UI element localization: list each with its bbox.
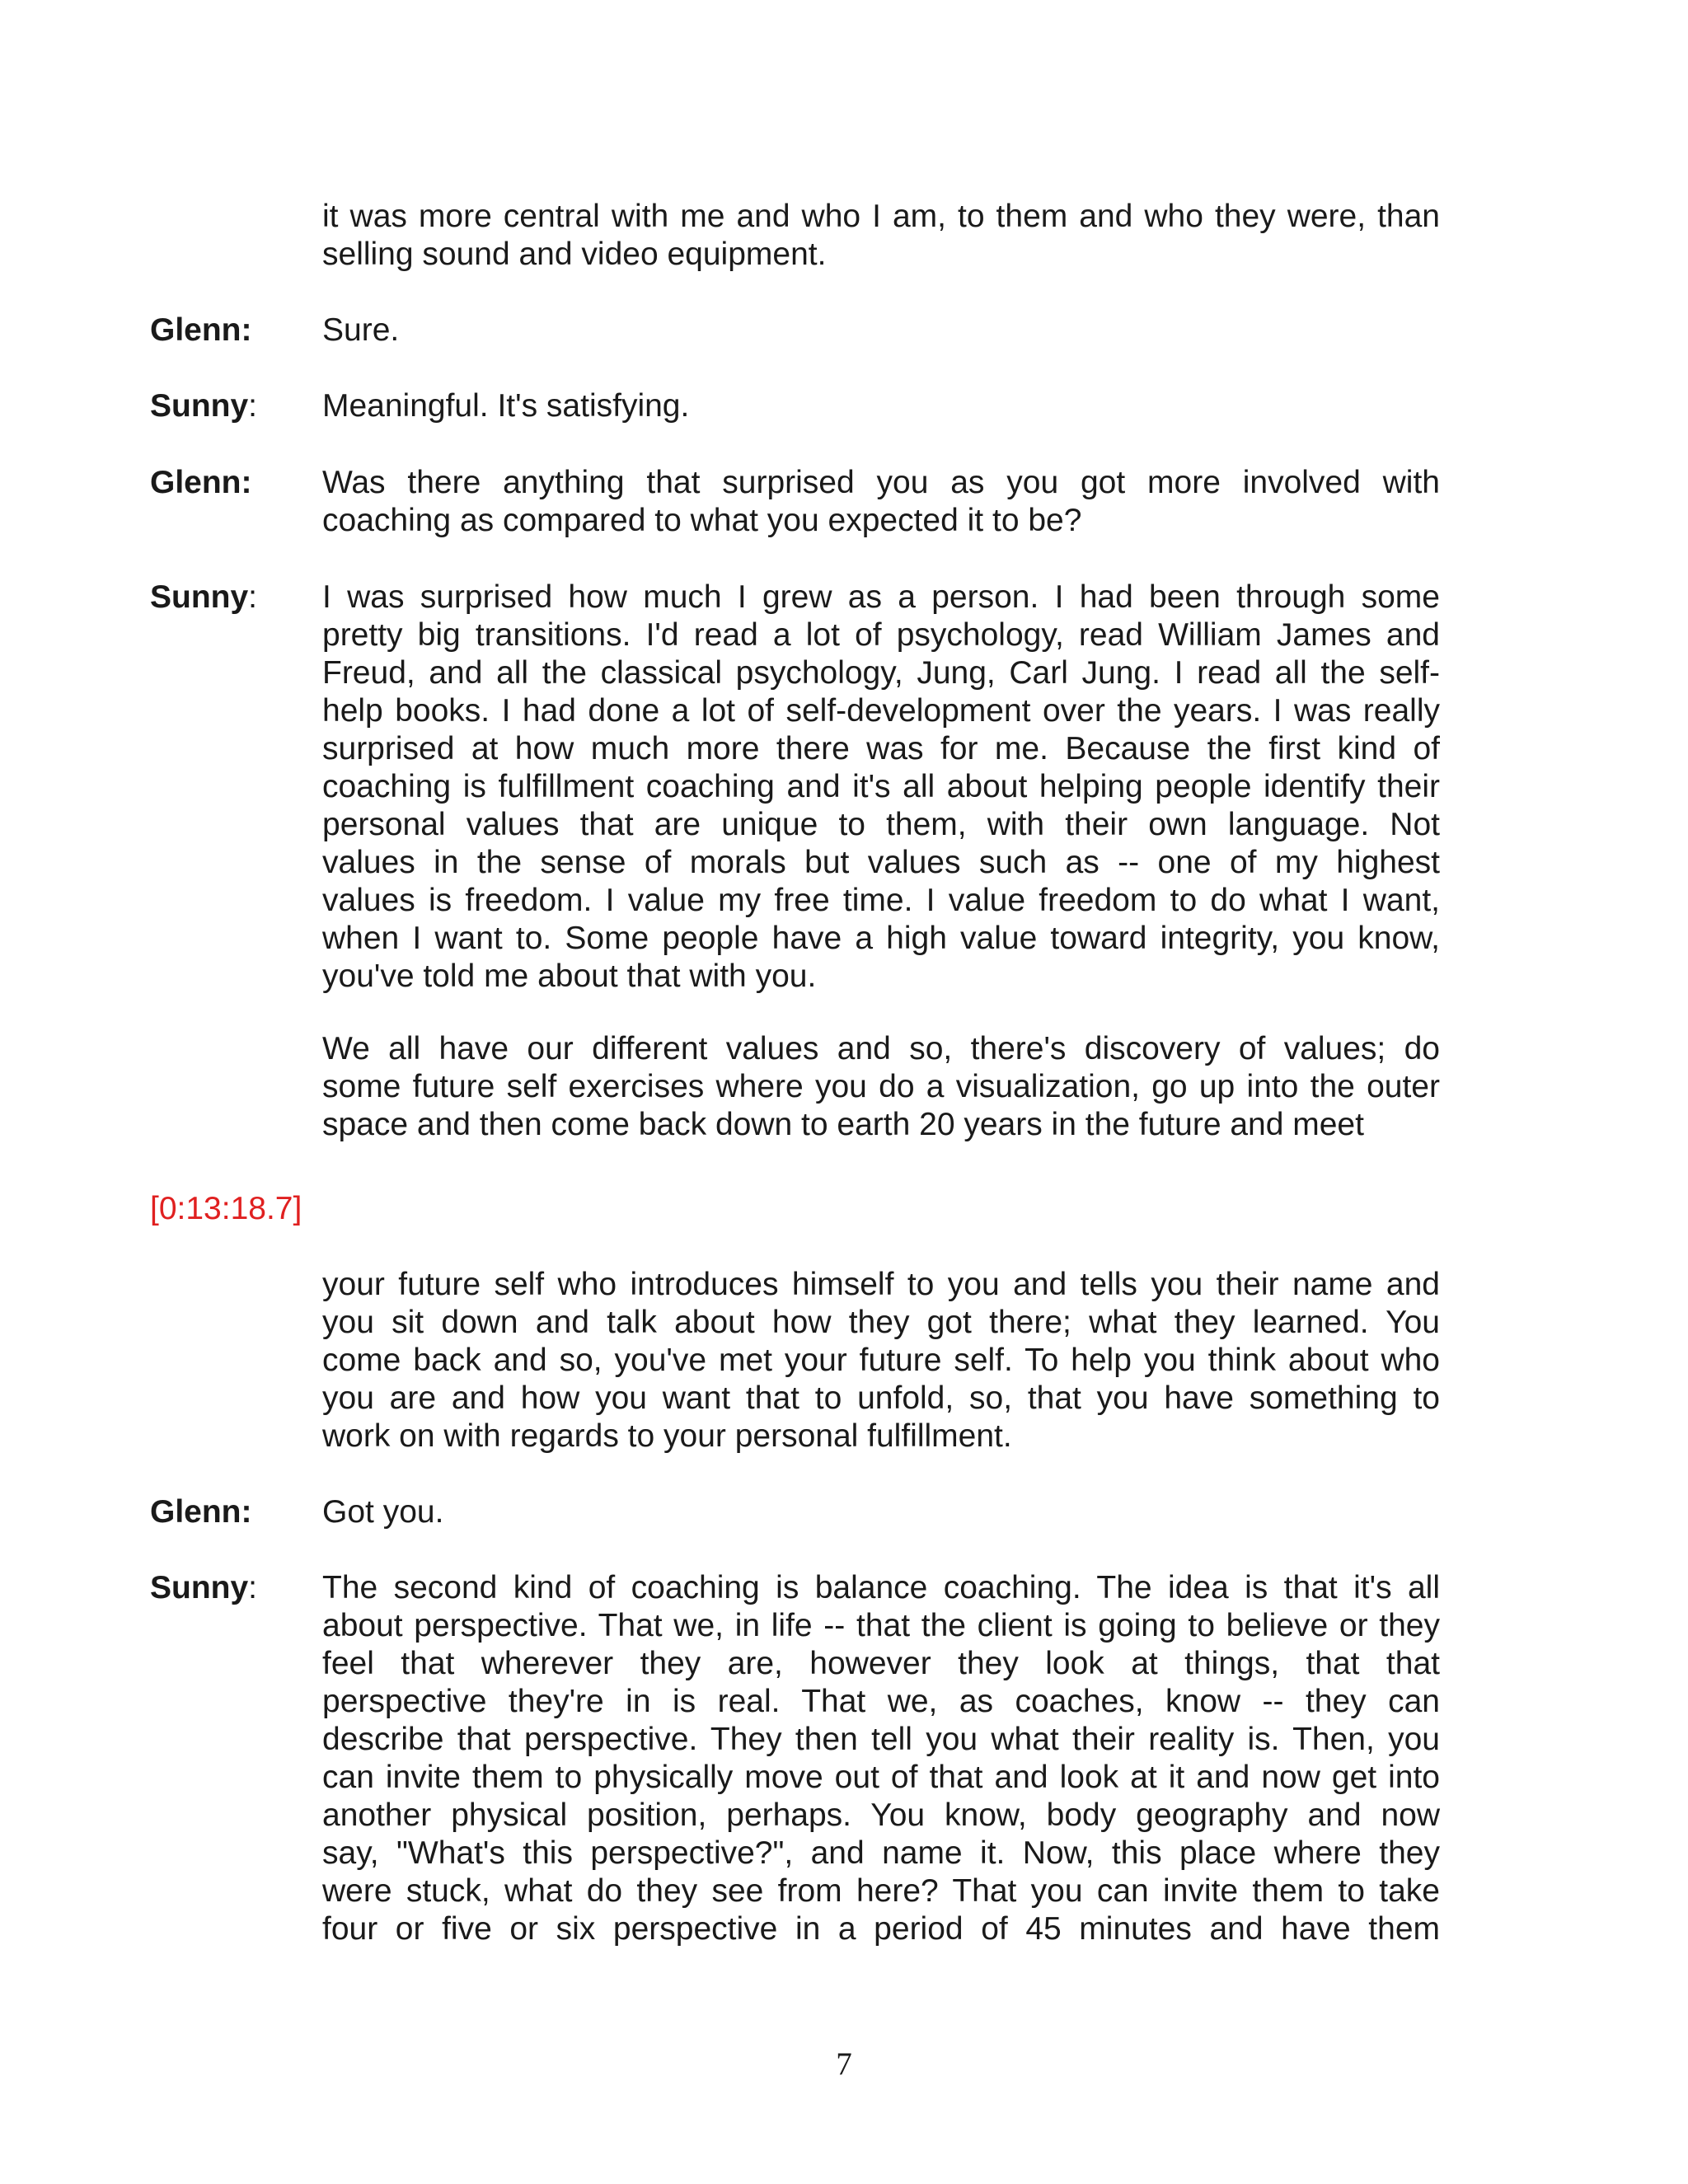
text-line: work on with regards to your personal fulfillment. <box>322 1418 1012 1454</box>
text-line: surprised at how much more there was for me. Because the first kind of <box>322 731 1440 766</box>
text-line: say, "What's this perspective?", and name it. Now, this place where they <box>322 1835 1440 1871</box>
text-line: I was surprised how much I grew as a person. I had been through some <box>322 579 1440 615</box>
text-line: it was more central with me and who I am, to them and who they were, than <box>322 199 1440 234</box>
text-line: Got you. <box>322 1494 444 1530</box>
text-line: values in the sense of morals but values such as -- one of my highest <box>322 845 1440 880</box>
dialogue-text <box>322 579 1440 996</box>
speaker-label <box>150 312 252 349</box>
speaker-name: Sunny <box>150 388 249 424</box>
text-line: you are and how you want that to unfold, so, that you have something to <box>322 1380 1440 1416</box>
text-line: space and then come back down to earth 20 years in the future and meet <box>322 1107 1364 1142</box>
text-line: about perspective. That we, in life -- that the client is going to believe or they <box>322 1608 1440 1643</box>
dialogue-text <box>322 1493 1440 1531</box>
speaker-name: Sunny <box>150 579 249 615</box>
text-line: you've told me about that with you. <box>322 958 817 994</box>
text-line: Meaningful. It's satisfying. <box>322 388 690 424</box>
speaker-colon: : <box>248 579 258 615</box>
dialogue-text <box>322 1569 1440 1948</box>
speaker-name: Glenn: <box>150 1494 252 1530</box>
text-line: describe that perspective. They then tell you what their reality is. Then, you <box>322 1722 1440 1757</box>
speaker-name: Glenn: <box>150 465 252 500</box>
text-line: The second kind of coaching is balance coaching. The idea is that it's all <box>322 1570 1440 1605</box>
text-line: selling sound and video equipment. <box>322 237 827 272</box>
speaker-label <box>150 1569 257 1607</box>
text-line: pretty big transitions. I'd read a lot of psychology, read William James and <box>322 617 1440 653</box>
text-line: were stuck, what do they see from here? That you can invite them to take <box>322 1873 1440 1909</box>
text-line: another physical position, perhaps. You know, body geography and now <box>322 1797 1440 1833</box>
text-line: four or five or six perspective in a period of 45 minutes and have them <box>322 1911 1440 1947</box>
text-line: Freud, and all the classical psychology, Jung, Carl Jung. I read all the self- <box>322 655 1440 691</box>
text-line: Sure. <box>322 312 400 348</box>
speaker-name: Sunny <box>150 1570 249 1605</box>
dialogue-text <box>322 464 1440 540</box>
text-line: We all have our different values and so, there's discovery of values; do <box>322 1031 1440 1066</box>
dialogue-text <box>322 312 1440 349</box>
text-line: help books. I had done a lot of self-development over the years. I was really <box>322 693 1440 729</box>
dialogue-text <box>322 1030 1440 1144</box>
text-line: Was there anything that surprised you as you got more involved with <box>322 465 1440 500</box>
speaker-label <box>150 579 257 616</box>
text-line: your future self who introduces himself to you and tells you their name and <box>322 1267 1440 1302</box>
page-number: 7 <box>836 2046 852 2082</box>
speaker-label <box>150 1493 252 1531</box>
dialogue-text <box>322 198 1440 274</box>
timestamp-marker: [0:13:18.7] <box>150 1191 302 1226</box>
text-line: perspective they're in is real. That we, as coaches, know -- they can <box>322 1684 1440 1719</box>
text-line: can invite them to physically move out of that and look at it and now get into <box>322 1760 1440 1795</box>
text-line: personal values that are unique to them, with their own language. Not <box>322 807 1440 842</box>
text-line: values is freedom. I value my free time. I value freedom to do what I want, <box>322 883 1440 918</box>
speaker-name: Glenn: <box>150 312 252 348</box>
text-line: come back and so, you've met your future self. To help you think about who <box>322 1343 1440 1378</box>
text-line: when I want to. Some people have a high value toward integrity, you know, <box>322 921 1440 956</box>
speaker-label <box>150 387 257 425</box>
speaker-colon: : <box>248 1570 258 1605</box>
dialogue-text <box>322 1266 1440 1455</box>
text-line: coaching as compared to what you expected it to be? <box>322 503 1082 538</box>
speaker-colon: : <box>248 388 258 424</box>
text-line: feel that wherever they are, however they look at things, that that <box>322 1646 1440 1681</box>
text-line: coaching is fulfillment coaching and it's all about helping people identify their <box>322 769 1440 804</box>
text-line: you sit down and talk about how they got there; what they learned. You <box>322 1305 1440 1340</box>
dialogue-text <box>322 387 1440 425</box>
text-line: some future self exercises where you do a visualization, go up into the outer <box>322 1069 1440 1104</box>
speaker-label <box>150 464 252 502</box>
